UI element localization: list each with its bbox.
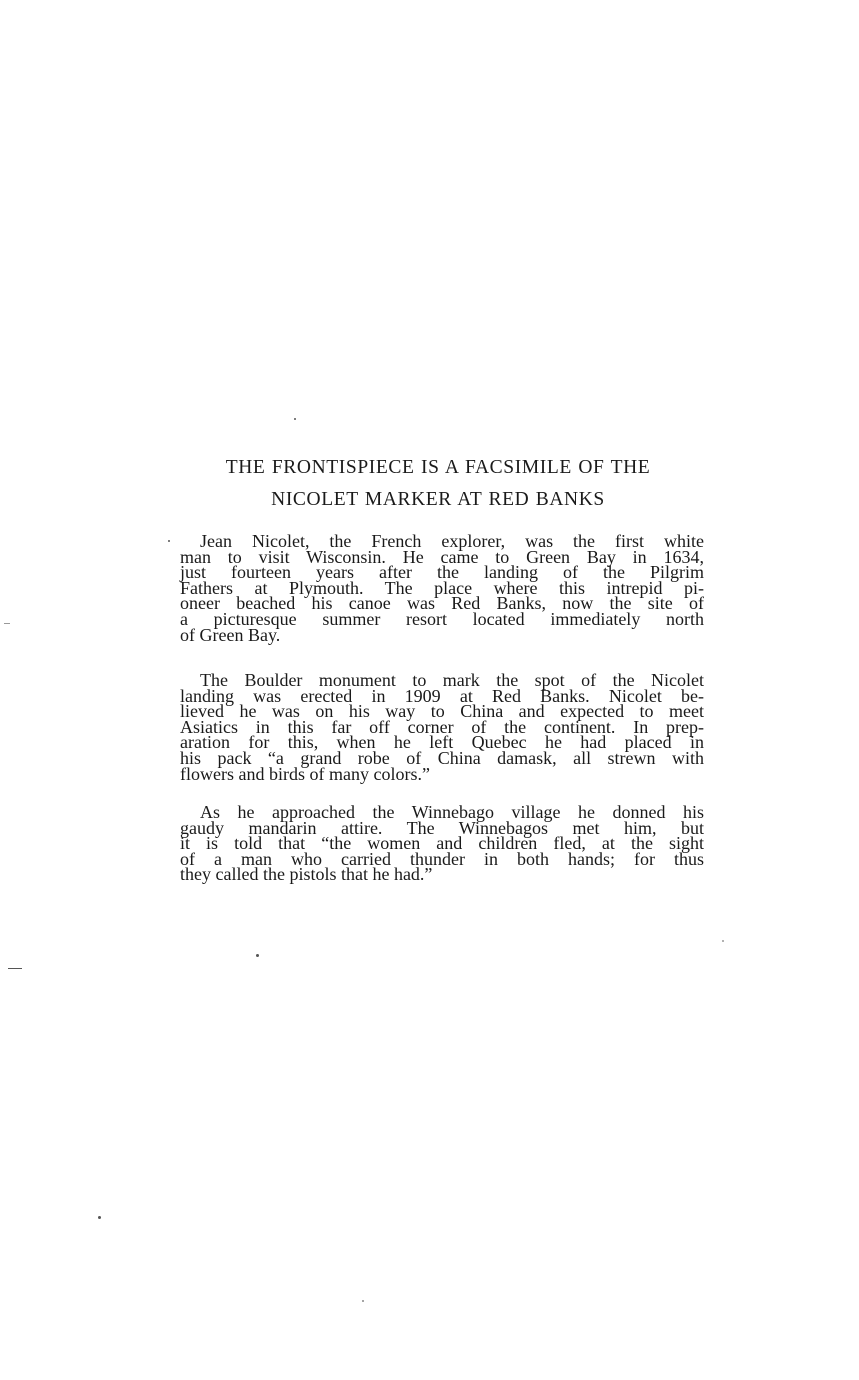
text-line: just fourteen years after the landing of the Pilgrim	[180, 562, 704, 583]
scan-speck	[4, 623, 10, 624]
paragraph-3	[180, 802, 704, 885]
text-line: they called the pistols that he had.”	[180, 864, 433, 885]
text-line: The Boulder monument to mark the spot of the Nicolet	[200, 670, 704, 690]
text-line: of Green Bay.	[180, 624, 281, 645]
scan-speck	[294, 418, 296, 420]
text-line: aration for this, when he left Quebec he had placed in	[180, 732, 704, 753]
text-line: lieved he was on his way to China and expected to meet	[180, 701, 704, 722]
text-line: of a man who carried thunder in both hands; for thus	[180, 848, 704, 869]
text-line: a picturesque summer resort located immediately north	[180, 608, 704, 629]
text-line: gaudy mandarin attire. The Winnebagos met him, but	[180, 817, 704, 838]
paragraph-1	[180, 531, 704, 645]
text-line: flowers and birds of many colors.”	[180, 763, 430, 784]
scan-speck	[722, 940, 724, 942]
scan-speck	[256, 954, 259, 957]
heading-line-2: NICOLET MARKER AT RED BANKS	[271, 489, 605, 510]
text-line: his pack “a grand robe of China damask, all strewn with	[180, 747, 704, 768]
scan-speck	[98, 1216, 101, 1219]
text-line: it is told that “the women and children fled, at the sight	[180, 833, 704, 854]
scan-speck	[362, 1300, 364, 1302]
text-line: landing was erected in 1909 at Red Banks. Nicolet be-	[180, 685, 704, 706]
text-line: man to visit Wisconsin. He came to Green Bay in 1634,	[180, 546, 704, 567]
scan-speck	[168, 540, 170, 542]
paragraph-2	[180, 670, 704, 784]
scan-speck	[8, 968, 22, 969]
text-line: Fathers at Plymouth. The place where this intrepid pi-	[180, 577, 704, 598]
heading-line-1: THE FRONTISPIECE IS A FACSIMILE OF THE	[225, 457, 651, 478]
text-line: oneer beached his canoe was Red Banks, now the site of	[180, 593, 704, 614]
text-line: Jean Nicolet, the French explorer, was the first white	[200, 531, 704, 551]
text-line: As he approached the Winnebago village he donned his	[200, 802, 704, 822]
text-line: Asiatics in this far off corner of the continent. In prep-	[180, 716, 704, 737]
